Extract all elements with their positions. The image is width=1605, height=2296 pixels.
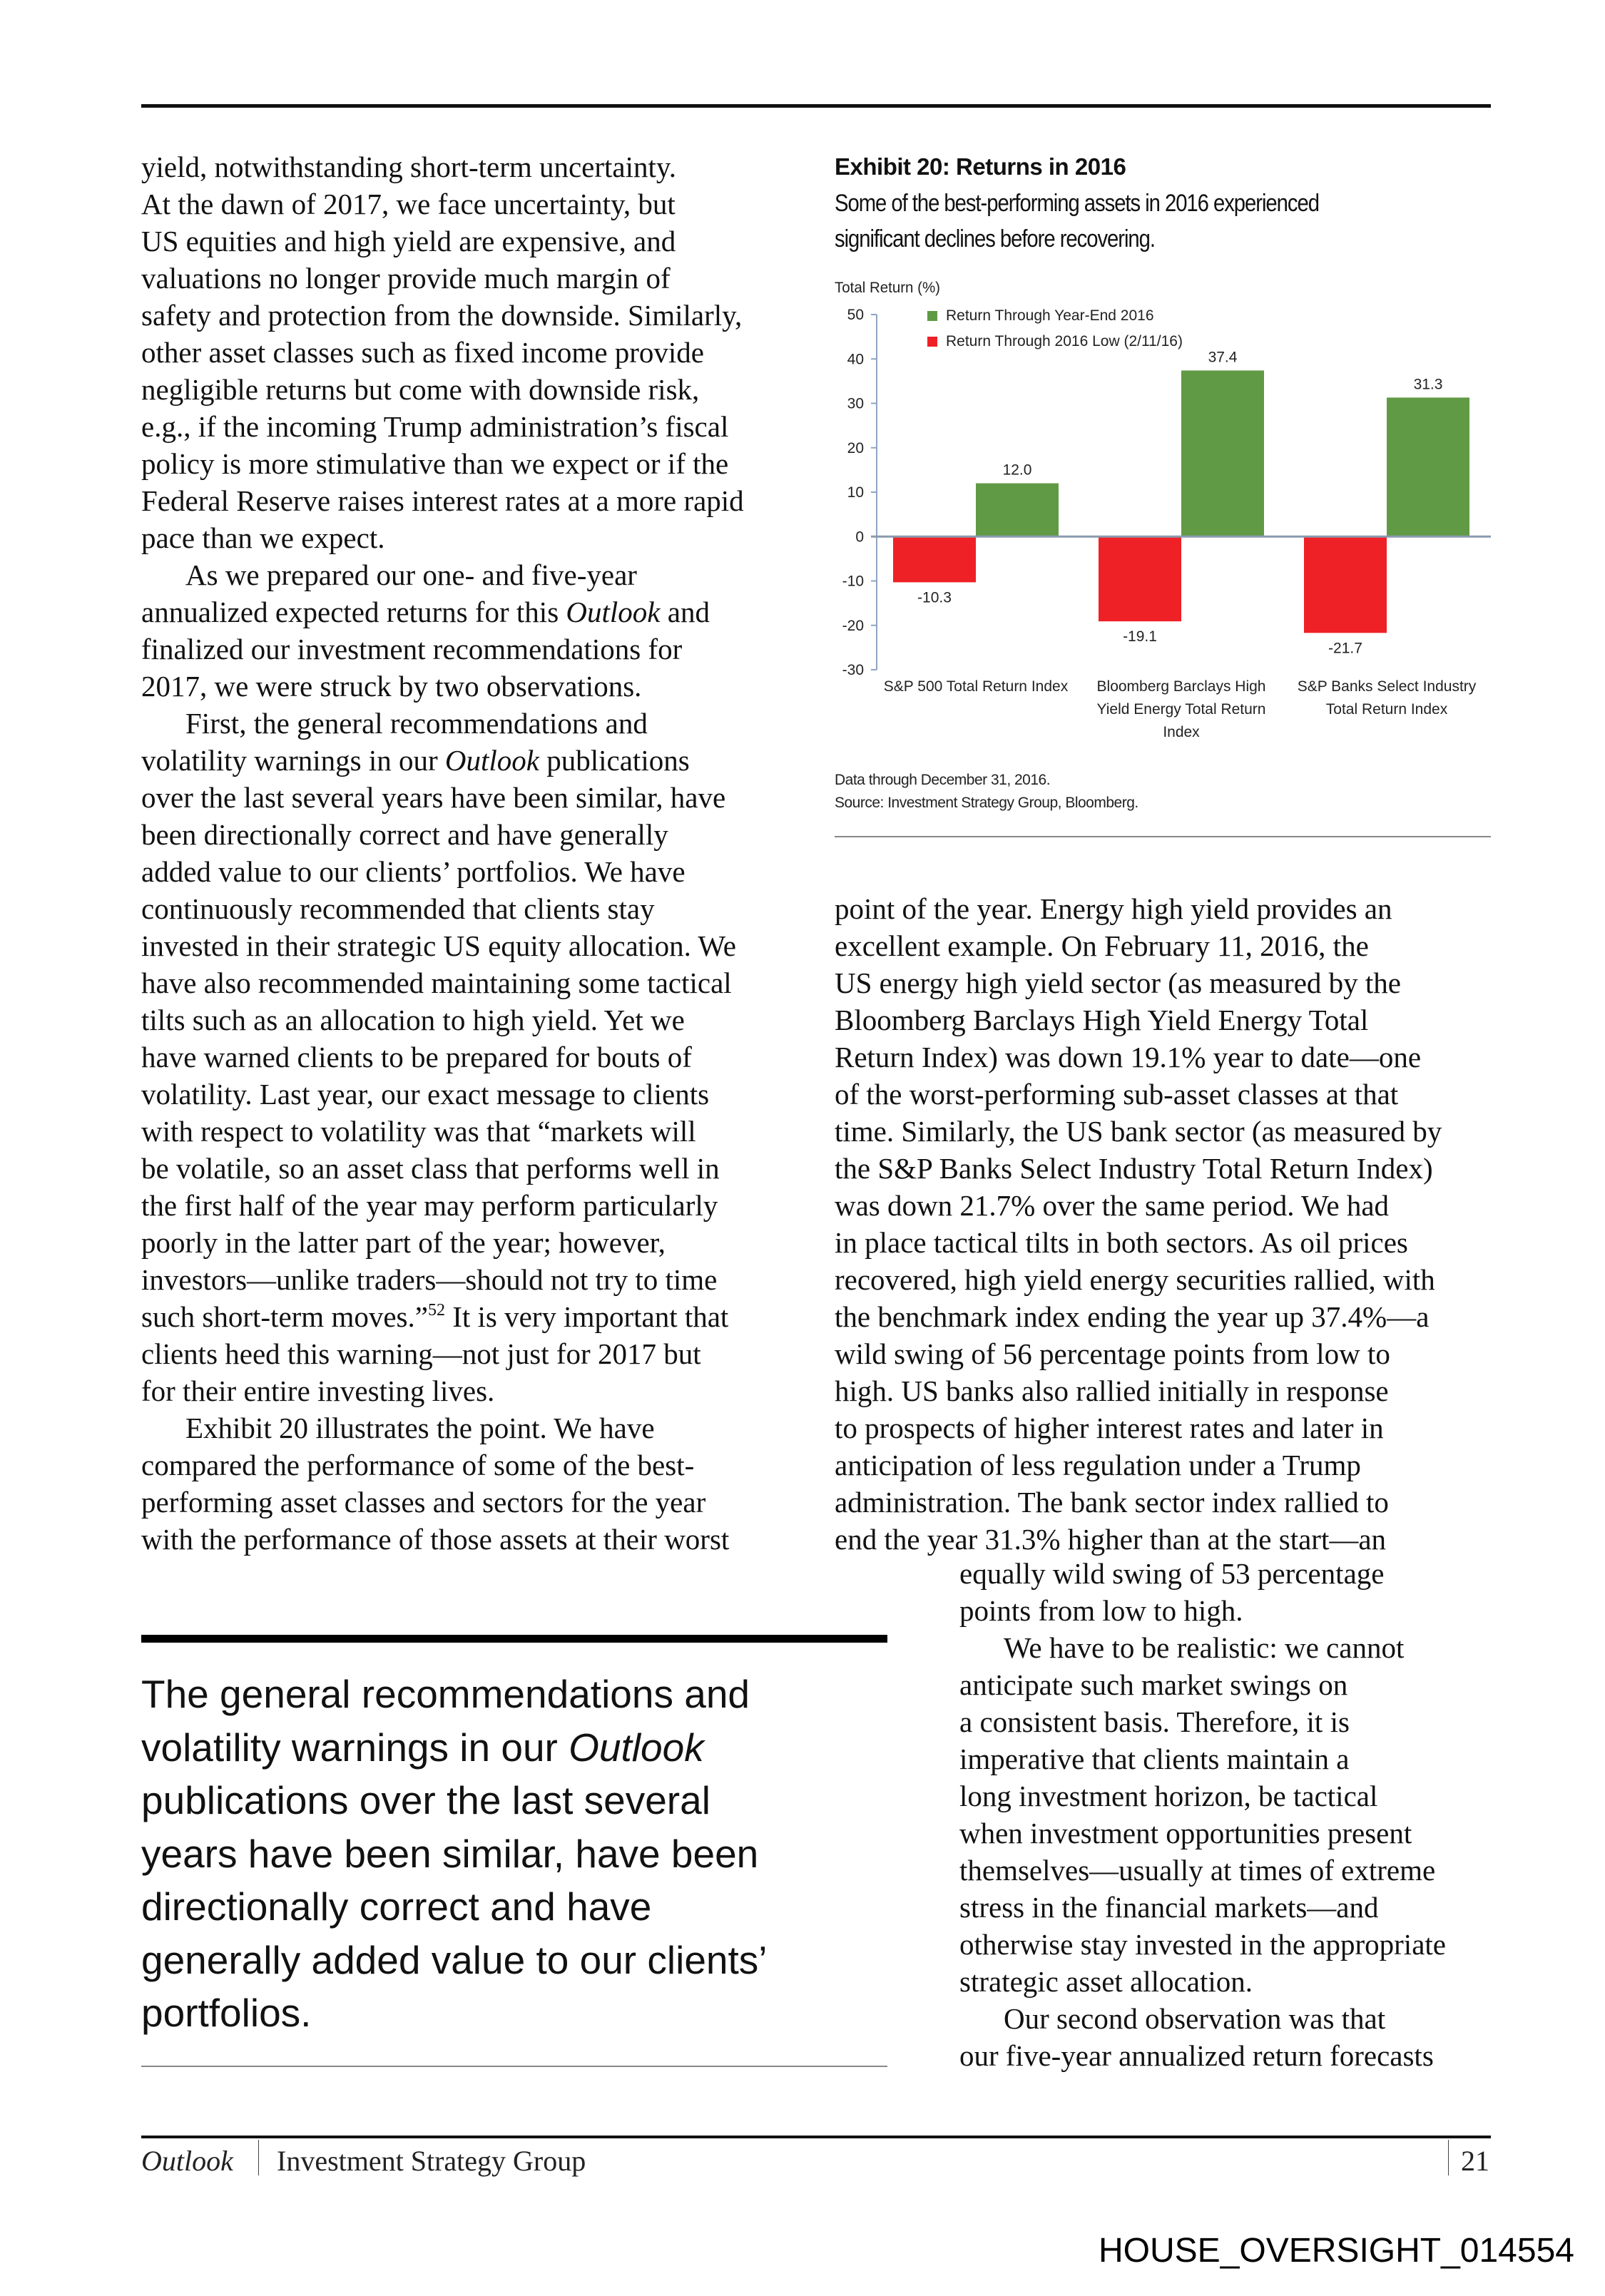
text-line: excellent example. On February 11, 2016, the (835, 929, 1369, 962)
text-line: when investment opportunities present (959, 1817, 1412, 1849)
text-line: tilts such as an allocation to high yield. Yet we (141, 1004, 685, 1036)
text-line: e.g., if the incoming Trump administration’s fiscal (141, 410, 729, 443)
text-line: the first half of the year may perform particularly (141, 1189, 718, 1222)
footer-separator (258, 2140, 259, 2175)
text-line: volatility. Last year, our exact message to clients (141, 1078, 710, 1111)
category-label: Yield Energy Total Return (1096, 701, 1266, 718)
y-axis-label: Total Return (%) (835, 280, 940, 296)
italic-title: Outlook (566, 596, 661, 628)
chart-source-note: Source: Investment Strategy Group, Bloomberg. (835, 795, 1138, 811)
pull-quote-line: volatility warnings in our Outlook (141, 1725, 704, 1770)
body-paragraph (141, 148, 805, 556)
body-paragraph (141, 1409, 805, 1558)
text-line: yield, notwithstanding short-term uncertainty. (141, 150, 676, 183)
legend-label: Return Through 2016 Low (2/11/16) (946, 333, 1183, 349)
text-line: We have to be realistic: we cannot (1004, 1631, 1405, 1664)
y-tick-label: 30 (847, 395, 864, 412)
text-line: in place tactical tilts in both sectors. As oil prices (835, 1226, 1408, 1259)
text-line: a consistent basis. Therefore, it is (959, 1705, 1350, 1738)
bar-year-end (1387, 397, 1469, 536)
text-line: safety and protection from the downside. Similarly, (141, 299, 743, 332)
footer-separator (1448, 2140, 1449, 2175)
chart-data-note: Data through December 31, 2016. (835, 772, 1051, 788)
y-tick-label: 20 (847, 439, 864, 456)
y-tick-label: 40 (847, 351, 864, 368)
bates-stamp: HOUSE_OVERSIGHT_014554 (1099, 2232, 1574, 2270)
legend-label: Return Through Year-End 2016 (946, 307, 1154, 324)
left-column (141, 148, 805, 1558)
text-line: wild swing of 56 percentage points from low to (835, 1337, 1390, 1370)
bar-value-label: -21.7 (1328, 640, 1362, 657)
text-line: long investment horizon, be tactical (959, 1780, 1378, 1812)
text-line: been directionally correct and have generally (141, 818, 668, 851)
pull-quote-line: years have been similar, have been (141, 1831, 759, 1876)
text-line: annualized expected returns for this Outlook and (141, 596, 710, 628)
text-line: performing asset classes and sectors for the year (141, 1486, 706, 1519)
text-line: of the worst-performing sub-asset classes at that (835, 1078, 1399, 1111)
text-line: time. Similarly, the US bank sector (as measured by (835, 1115, 1442, 1148)
body-paragraph (835, 890, 1491, 1558)
bar-year-end (976, 484, 1059, 537)
bar-value-label: -10.3 (917, 589, 952, 606)
text-line: Our second observation was that (1004, 2002, 1386, 2035)
text-line: US energy high yield sector (as measured by the (835, 966, 1401, 999)
footnote-ref[interactable]: 52 (427, 1301, 445, 1320)
text-line: policy is more stimulative than we expect or if the (141, 447, 729, 480)
bar-value-label: 37.4 (1208, 349, 1238, 366)
category-label: S&P Banks Select Industry (1297, 678, 1477, 695)
text-line: to prospects of higher interest rates and later in (835, 1412, 1384, 1444)
top-rule (141, 104, 1491, 108)
text-line: imperative that clients maintain a (959, 1743, 1350, 1775)
chart-svg (820, 271, 1505, 770)
text-line: recovered, high yield energy securities rallied, with (835, 1263, 1435, 1296)
text-line: was down 21.7% over the same period. We had (835, 1189, 1390, 1222)
pull-quote-line: directionally correct and have (141, 1884, 652, 1929)
text-line: US equities and high yield are expensive, and (141, 225, 676, 257)
italic-title: Outlook (569, 1725, 704, 1770)
text-line: other asset classes such as fixed income provide (141, 336, 705, 369)
text-line: 2017, we were struck by two observations. (141, 670, 642, 703)
text-line: As we prepared our one- and five-year (185, 558, 637, 591)
text-line: the benchmark index ending the year up 37.4%—a (835, 1300, 1430, 1333)
text-line: Federal Reserve raises interest rates at a more rapid (141, 484, 744, 517)
body-paragraph (959, 2000, 1502, 2074)
text-line: the S&P Banks Select Industry Total Return Index) (835, 1152, 1433, 1185)
text-line: end the year 31.3% higher than at the start—an (835, 1523, 1387, 1556)
text-line: over the last several years have been similar, have (141, 781, 726, 814)
bar-value-label: 31.3 (1413, 376, 1443, 393)
exhibit-header (835, 151, 1491, 257)
exhibit-subtitle (835, 185, 1491, 257)
text-line: invested in their strategic US equity allocation. We (141, 929, 736, 962)
pull-quote-line: The general recommendations and (141, 1672, 750, 1716)
text-line: with the performance of those assets at their worst (141, 1523, 730, 1556)
body-paragraph (959, 1555, 1502, 1629)
text-line: such short-term moves.”$^{52}$ It is very important that (141, 1300, 729, 1333)
right-column-bottom (959, 1555, 1502, 2074)
text-line: added value to our clients’ portfolios. We have (141, 855, 686, 888)
text-line: investors—unlike traders—should not try to time (141, 1263, 718, 1296)
text-line: points from low to high. (959, 1594, 1243, 1627)
pull-quote-bottom-rule (141, 2066, 887, 2067)
bar-low (893, 536, 976, 582)
pull-quote-line: portfolios. (141, 1991, 312, 2035)
text-line: compared the performance of some of the best- (141, 1449, 695, 1481)
text-line: anticipate such market swings on (959, 1668, 1348, 1701)
text-line: clients heed this warning—not just for 2017 but (141, 1337, 701, 1370)
footer-group-name: Investment Strategy Group (277, 2145, 586, 2177)
text-line: be volatile, so an asset class that performs well in (141, 1152, 720, 1185)
bar-low (1304, 536, 1387, 633)
text-line: poorly in the latter part of the year; however, (141, 1226, 666, 1259)
text-line: equally wild swing of 53 percentage (959, 1557, 1385, 1590)
text-line: strategic asset allocation. (959, 1965, 1253, 1998)
text-line: themselves—usually at times of extreme (959, 1854, 1436, 1887)
text-line: First, the general recommendations and (185, 707, 648, 740)
pull-quote-top-rule (141, 1635, 887, 1643)
y-tick-label: 10 (847, 484, 864, 501)
category-label: Total Return Index (1325, 701, 1448, 718)
footer-rule (141, 2136, 1491, 2138)
text-line: point of the year. Energy high yield provides an (835, 892, 1392, 925)
body-paragraph (141, 556, 805, 705)
bar-year-end (1181, 370, 1264, 536)
text-line: for their entire investing lives. (141, 1374, 495, 1407)
text-line: have warned clients to be prepared for bouts of (141, 1041, 692, 1073)
text-line: Bloomberg Barclays High Yield Energy Total (835, 1004, 1369, 1036)
text-line: pace than we expect. (141, 521, 385, 554)
text-line: volatility warnings in our Outlook publications (141, 744, 690, 777)
text-line: administration. The bank sector index rallied to (835, 1486, 1389, 1519)
chart-notes (835, 769, 1138, 815)
pull-quote-line: generally added value to our clients’ (141, 1937, 768, 1982)
y-tick-label: -20 (842, 617, 864, 634)
text-line: Exhibit 20 illustrates the point. We have (185, 1412, 655, 1444)
text-line: negligible returns but come with downside risk, (141, 373, 700, 406)
exhibit-title: Exhibit 20: Returns in 2016 (835, 153, 1126, 180)
page-number: 21 (1461, 2145, 1489, 2177)
text-line: stress in the financial markets—and (959, 1891, 1379, 1924)
text-line: valuations no longer provide much margin of (141, 262, 671, 295)
body-paragraph (141, 705, 805, 1409)
text-line: finalized our investment recommendations for (141, 633, 683, 665)
text-line: with respect to volatility was that “markets will (141, 1115, 696, 1148)
text-line: have also recommended maintaining some tactical (141, 966, 732, 999)
right-column-top (835, 890, 1491, 1558)
returns-bar-chart (820, 271, 1505, 770)
exhibit-bottom-rule (835, 836, 1491, 837)
pull-quote-line: publications over the last several (141, 1778, 710, 1822)
y-tick-label: -10 (842, 573, 864, 590)
category-label: Index (1163, 724, 1200, 740)
bar-value-label: -19.1 (1123, 628, 1157, 646)
category-label: S&P 500 Total Return Index (883, 678, 1069, 695)
italic-title: Outlook (444, 744, 539, 777)
text-line: Return Index) was down 19.1% year to date—one (835, 1041, 1422, 1073)
legend-swatch (927, 337, 937, 347)
bar-value-label: 12.0 (1002, 461, 1032, 479)
legend-swatch (927, 311, 937, 321)
footer-publication-name: Outlook (141, 2145, 233, 2177)
pull-quote (141, 1668, 883, 2040)
y-tick-label: 0 (855, 529, 864, 546)
text-line: high. US banks also rallied initially in response (835, 1374, 1389, 1407)
text-line: At the dawn of 2017, we face uncertainty, but (141, 188, 676, 220)
text-line: our five-year annualized return forecasts (959, 2039, 1434, 2072)
body-paragraph (959, 1629, 1502, 2000)
text-line: anticipation of less regulation under a Trump (835, 1449, 1361, 1481)
exhibit-subtitle-line: significant declines before recovering. (835, 225, 1155, 252)
y-tick-label: 50 (847, 307, 864, 323)
text-line: continuously recommended that clients stay (141, 892, 655, 925)
y-tick-label: -30 (842, 662, 864, 678)
category-label: Bloomberg Barclays High (1096, 678, 1266, 695)
exhibit-subtitle-line: Some of the best-performing assets in 2016 experienced (835, 190, 1319, 217)
bar-low (1099, 536, 1181, 621)
text-line: otherwise stay invested in the appropriate (959, 1928, 1446, 1961)
